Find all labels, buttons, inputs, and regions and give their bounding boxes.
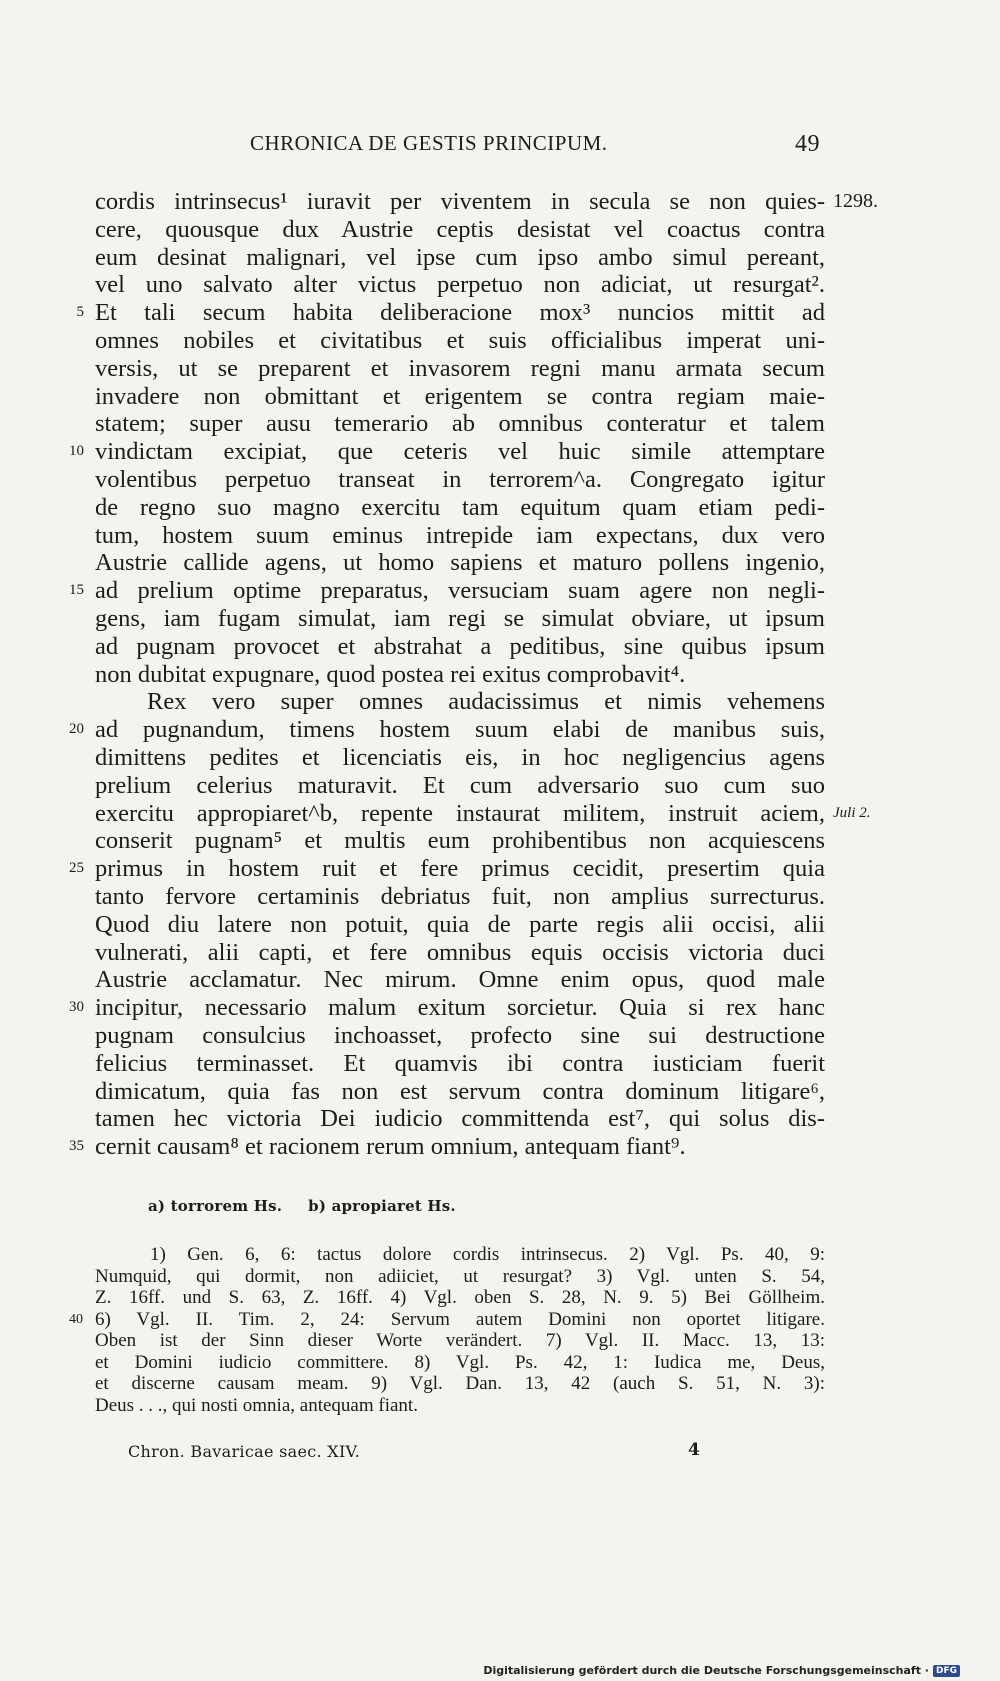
- text-line: [95, 410, 825, 438]
- line-text: dimicatum, quia fas non est servum contra dominum litigare⁶,: [95, 1077, 825, 1105]
- line-text: conserit pugnam⁵ et multis eum prohibentibus non acquiescens: [95, 827, 825, 855]
- footnote-line: [95, 1395, 825, 1417]
- text-line: [95, 327, 825, 355]
- footnote-line: [95, 1244, 825, 1266]
- line-text: pugnam consulcius inchoasset, profecto sine sui destructione: [95, 1021, 825, 1049]
- text-line: [95, 799, 871, 828]
- line-text: tanto fervore certaminis debriatus fuit, non amplius surrecturus.: [95, 882, 825, 910]
- text-line: [95, 772, 825, 800]
- line-number: 35: [69, 1138, 84, 1155]
- line-text: Austrie callide agens, ut homo sapiens et maturo pollens ingenio,: [95, 549, 825, 577]
- sheet-number: 4: [688, 1440, 701, 1460]
- footnote-line: [95, 1373, 825, 1395]
- text-line: [95, 688, 825, 716]
- line-text: vel uno salvato alter victus perpetuo non adiciat, ut resurgat².: [95, 271, 825, 299]
- line-text: omnes nobiles et civitatibus et suis officialibus imperat uni-: [95, 326, 825, 354]
- text-line: [95, 744, 825, 772]
- line-text: statem; super ausu temerario ab omnibus conteratur et talem: [95, 410, 825, 438]
- text-line: [69, 577, 825, 605]
- digitization-credit: [483, 1664, 960, 1677]
- footnote-line: [95, 1266, 825, 1288]
- text-line: [95, 661, 825, 689]
- line-text: eum desinat malignari, vel ipse cum ipso ambo simul pereant,: [95, 243, 825, 271]
- line-number: 20: [69, 721, 84, 738]
- line-text: de regno suo magno exercitu tam equitum quam etiam pedi-: [95, 493, 825, 521]
- line-text: exercitu appropiaret^b, repente instaurat militem, instruit aciem,: [95, 799, 825, 827]
- line-text: tum, hostem suum eminus intrepide iam expectans, dux vero: [95, 521, 825, 549]
- text-line: [69, 994, 825, 1022]
- text-line: [95, 911, 825, 939]
- text-line: [95, 383, 825, 411]
- line-number: 30: [69, 999, 84, 1016]
- text-line: [95, 939, 825, 967]
- line-text: prelium celerius maturavit. Et cum adversario suo cum suo: [95, 771, 825, 799]
- line-number: 10: [69, 443, 84, 460]
- footnote-text: Deus . . ., qui nosti omnia, antequam fiant.: [95, 1394, 418, 1416]
- text-line: [95, 1050, 825, 1078]
- line-text: vulnerati, alii capti, et fere omnibus equis occisis victoria duci: [95, 938, 825, 966]
- text-line: [95, 549, 825, 577]
- variant-note: b) apropiaret Hs.: [308, 1197, 456, 1215]
- text-line: [69, 716, 825, 744]
- line-text: tamen hec victoria Dei iudicio committenda est⁷, qui solus dis-: [95, 1105, 825, 1133]
- text-line: [95, 355, 825, 383]
- footnote-text: 1) Gen. 6, 6: tactus dolore cordis intrinsecus. 2) Vgl. Ps. 40, 9:: [150, 1244, 825, 1265]
- signature-text: Chron. Bavaricae saec. XIV.: [128, 1442, 361, 1461]
- text-line: [95, 216, 825, 244]
- text-line: [69, 438, 825, 466]
- line-text: non dubitat expugnare, quod postea rei exitus comprobavit⁴.: [95, 660, 686, 688]
- footnote-line: [95, 1330, 825, 1352]
- line-text: Austrie acclamatur. Nec mirum. Omne enim opus, quod male: [95, 966, 825, 994]
- text-line: [95, 633, 825, 661]
- line-text: primus in hostem ruit et fere primus cecidit, presertim quia: [95, 855, 825, 883]
- text-line: [95, 494, 825, 522]
- margin-date: Juli 2.: [833, 804, 871, 821]
- footnote-line: [69, 1308, 825, 1331]
- line-number: 15: [69, 582, 84, 599]
- text-line: [95, 827, 825, 855]
- credit-text: Digitalisierung gefördert durch die Deutsche Forschungsgemeinschaft ·: [483, 1664, 929, 1677]
- line-text: vindictam excipiat, que ceteris vel huic simile attemptare: [95, 438, 825, 466]
- line-text: Et tali secum habita deliberacione mox³ nuncios mittit ad: [95, 299, 825, 327]
- running-head: [90, 131, 820, 161]
- text-line: [95, 966, 825, 994]
- line-text: felicius terminasset. Et quamvis ibi contra iusticiam fuerit: [95, 1049, 825, 1077]
- text-line: [95, 271, 825, 299]
- variant-readings: [148, 1197, 482, 1215]
- text-line: [69, 855, 825, 883]
- footnotes: [69, 1244, 825, 1416]
- line-text: cordis intrinsecus¹ iuravit per viventem in secula se non quies-: [95, 188, 825, 215]
- line-number: 5: [76, 304, 84, 321]
- footnote-line: [95, 1287, 825, 1309]
- line-text: ad pugnam provocet et abstrahat a peditibus, sine quibus ipsum: [95, 632, 825, 660]
- variant-note: a) torrorem Hs.: [148, 1197, 283, 1215]
- line-text: versis, ut se preparent et invasorem regni manu armata secum: [95, 354, 825, 382]
- dfg-logo: DFG: [933, 1665, 960, 1677]
- footnote-text: et Domini iudicio committere. 8) Vgl. Ps. 42, 1: Iudica me, Deus,: [95, 1351, 825, 1373]
- line-text: ad prelium optime preparatus, versuciam suam agere non negli-: [95, 577, 825, 605]
- footnote-line: [95, 1352, 825, 1374]
- footnote-text: Oben ist der Sinn dieser Worte verändert. 7) Vgl. II. Macc. 13, 13:: [95, 1330, 825, 1351]
- text-line: [76, 299, 825, 327]
- footnote-text: Z. 16ff. und S. 63, Z. 16ff. 4) Vgl. oben S. 28, N. 9. 5) Bei Göllheim.: [95, 1287, 825, 1308]
- margin-date: 1298.: [833, 190, 878, 212]
- line-text: ad pugnandum, timens hostem suum elabi de manibus suis,: [95, 716, 825, 744]
- footnote-text: 6) Vgl. II. Tim. 2, 24: Servum autem Domini non oportet litigare.: [95, 1308, 825, 1330]
- running-title: CHRONICA DE GESTIS PRINCIPUM.: [250, 131, 608, 155]
- text-line: [95, 1105, 825, 1133]
- text-line: [95, 188, 878, 216]
- line-number: 40: [69, 1311, 83, 1327]
- main-text: [69, 188, 878, 1161]
- footnote-text: Numquid, qui dormit, non adiiciet, ut resurgat? 3) Vgl. unten S. 54,: [95, 1265, 825, 1287]
- text-line: [69, 1133, 825, 1161]
- printer-signature: [128, 1442, 728, 1461]
- text-line: [95, 244, 825, 272]
- text-line: [95, 1078, 825, 1106]
- line-text: invadere non obmittant et erigentem se contra regiam maie-: [95, 382, 825, 410]
- line-text: Rex vero super omnes audacissimus et nimis vehemens: [147, 688, 825, 716]
- text-line: [95, 522, 825, 550]
- line-text: volentibus perpetuo transeat in terrorem^a. Congregato igitur: [95, 465, 825, 493]
- line-text: Quod diu latere non potuit, quia de parte regis alii occisi, alii: [95, 910, 825, 938]
- text-line: [95, 1022, 825, 1050]
- page-number: 49: [795, 131, 820, 157]
- line-text: incipitur, necessario malum exitum sorcietur. Quia si rex hanc: [95, 994, 825, 1022]
- line-text: gens, iam fugam simulat, iam regi se simulat obviare, ut ipsum: [95, 604, 825, 632]
- footnote-text: et discerne causam meam. 9) Vgl. Dan. 13, 42 (auch S. 51, N. 3):: [95, 1373, 825, 1394]
- text-line: [95, 605, 825, 633]
- line-number: 25: [69, 860, 84, 877]
- line-text: cere, quousque dux Austrie ceptis desistat vel coactus contra: [95, 215, 825, 243]
- text-line: [95, 466, 825, 494]
- line-text: cernit causam⁸ et racionem rerum omnium, antequam fiant⁹.: [95, 1133, 686, 1161]
- text-line: [95, 883, 825, 911]
- line-text: dimittens pedites et licenciatis eis, in hoc negligencius agens: [95, 743, 825, 771]
